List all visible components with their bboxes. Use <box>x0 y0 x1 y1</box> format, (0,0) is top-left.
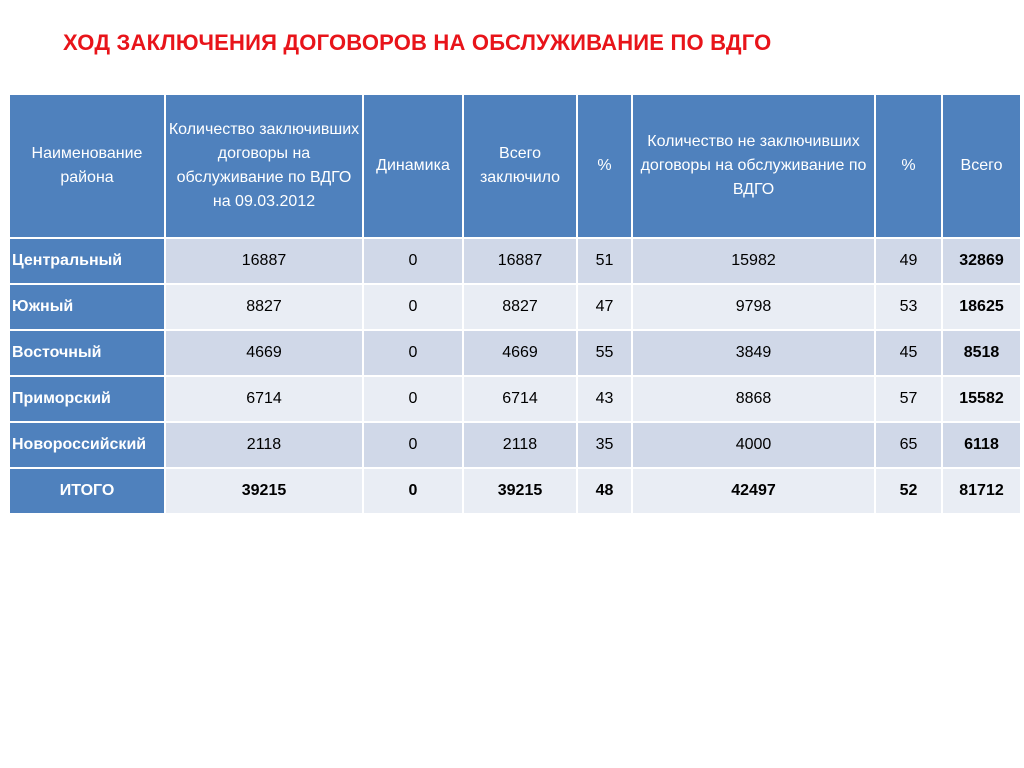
header-signed-count: Количество заключивших договоры на обслуживание по ВДГО на 09.03.2012 <box>165 94 363 238</box>
dynamics: 0 <box>363 330 463 376</box>
district-name: Восточный <box>9 330 165 376</box>
district-name: Новороссийский <box>9 422 165 468</box>
contracts-table <box>8 93 1022 515</box>
header-signed-percent: % <box>577 94 632 238</box>
dynamics: 0 <box>363 284 463 330</box>
grand-total: 8518 <box>942 330 1021 376</box>
header-total-signed: Всего заключило <box>463 94 577 238</box>
dynamics: 0 <box>363 376 463 422</box>
grand-total: 81712 <box>942 468 1021 514</box>
total-signed: 4669 <box>463 330 577 376</box>
dynamics: 0 <box>363 468 463 514</box>
table-row <box>9 376 1021 422</box>
total-signed: 8827 <box>463 284 577 330</box>
signed-percent: 48 <box>577 468 632 514</box>
signed-percent: 47 <box>577 284 632 330</box>
unsigned-percent: 57 <box>875 376 942 422</box>
header-dynamics: Динамика <box>363 94 463 238</box>
unsigned-count: 8868 <box>632 376 875 422</box>
total-signed: 6714 <box>463 376 577 422</box>
signed-count: 16887 <box>165 238 363 284</box>
unsigned-percent: 53 <box>875 284 942 330</box>
header-unsigned-percent: % <box>875 94 942 238</box>
unsigned-count: 15982 <box>632 238 875 284</box>
signed-percent: 35 <box>577 422 632 468</box>
table-row <box>9 330 1021 376</box>
table-row <box>9 422 1021 468</box>
dynamics: 0 <box>363 238 463 284</box>
district-name: Южный <box>9 284 165 330</box>
unsigned-percent: 45 <box>875 330 942 376</box>
unsigned-count: 42497 <box>632 468 875 514</box>
grand-total: 18625 <box>942 284 1021 330</box>
page-title: ХОД ЗАКЛЮЧЕНИЯ ДОГОВОРОВ НА ОБСЛУЖИВАНИЕ ПО ВДГО <box>63 30 772 55</box>
signed-count: 2118 <box>165 422 363 468</box>
table-row <box>9 238 1021 284</box>
signed-percent: 43 <box>577 376 632 422</box>
grand-total: 15582 <box>942 376 1021 422</box>
unsigned-count: 4000 <box>632 422 875 468</box>
dynamics: 0 <box>363 422 463 468</box>
table-header-row <box>9 94 1021 238</box>
unsigned-count: 9798 <box>632 284 875 330</box>
signed-count: 39215 <box>165 468 363 514</box>
unsigned-count: 3849 <box>632 330 875 376</box>
total-signed: 16887 <box>463 238 577 284</box>
total-signed: 2118 <box>463 422 577 468</box>
total-label: ИТОГО <box>9 468 165 514</box>
signed-count: 4669 <box>165 330 363 376</box>
header-grand-total: Всего <box>942 94 1021 238</box>
table-row <box>9 284 1021 330</box>
district-name: Центральный <box>9 238 165 284</box>
unsigned-percent: 52 <box>875 468 942 514</box>
total-signed: 39215 <box>463 468 577 514</box>
grand-total: 6118 <box>942 422 1021 468</box>
district-name: Приморский <box>9 376 165 422</box>
header-unsigned-count: Количество не заключивших договоры на обслуживание по ВДГО <box>632 94 875 238</box>
unsigned-percent: 65 <box>875 422 942 468</box>
signed-percent: 55 <box>577 330 632 376</box>
table-total-row <box>9 468 1021 514</box>
unsigned-percent: 49 <box>875 238 942 284</box>
signed-percent: 51 <box>577 238 632 284</box>
signed-count: 8827 <box>165 284 363 330</box>
header-district: Наименование района <box>9 94 165 238</box>
grand-total: 32869 <box>942 238 1021 284</box>
signed-count: 6714 <box>165 376 363 422</box>
